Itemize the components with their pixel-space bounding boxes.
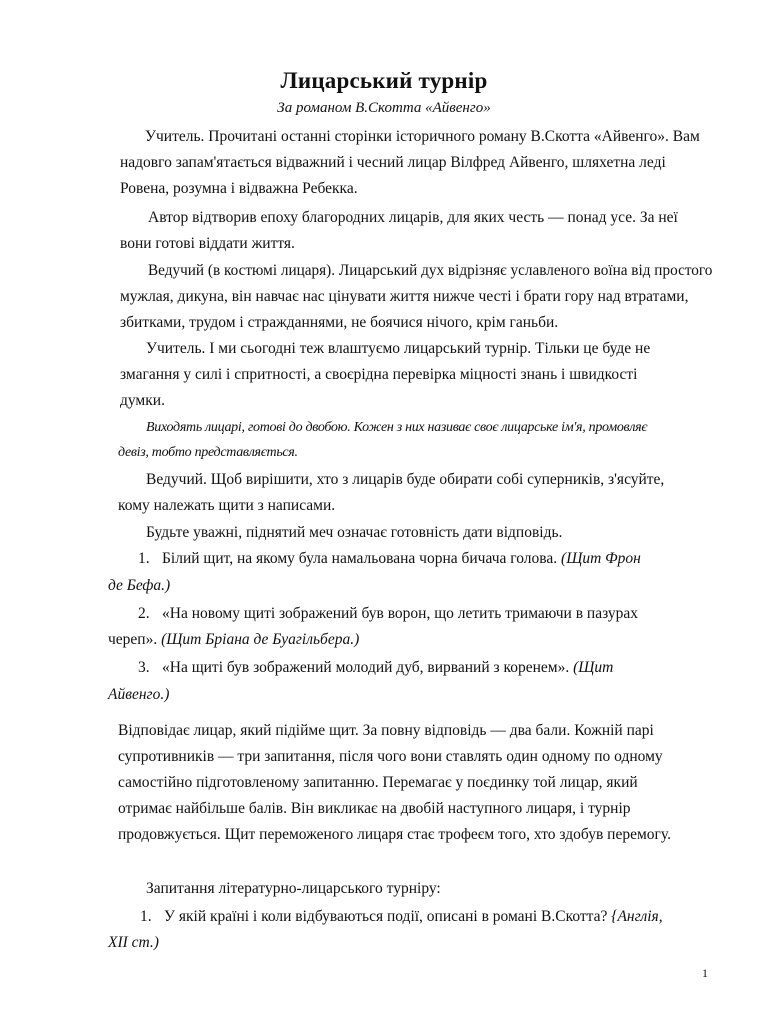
shield-answer-cont: Айвенго.) [108, 686, 170, 703]
shield-text-cont: череп». [108, 631, 162, 648]
question-number: 1. [140, 908, 152, 925]
intro-line-1: Учитель. Прочитані останні сторінки історичного роману В.Скотта «Айвенго». Вам [145, 128, 700, 145]
shield-answer: (Щит [573, 659, 614, 676]
rules-line-3: самостійно підготовленому запитанню. Перемагає у поєдинку той лицар, який [118, 774, 638, 791]
page-subtitle: За романом В.Скотта «Айвенго» [277, 100, 491, 116]
page-number: 1 [702, 966, 708, 980]
stage-line-1: Виходять лицарі, готові до двобою. Кожен з них називає своє лицарське ім'я, промовляє [146, 420, 648, 435]
teacher-line-1: Учитель. І ми сьогодні теж влаштуємо лицарський турнір. Тільки це буде не [146, 340, 651, 357]
host2-line-1: Ведучий. Щоб вирішити, хто з лицарів буде обирати собі суперників, з'ясуйте, [146, 471, 665, 488]
question-text: У якій країні і коли відбуваються події, описані в романі В.Скотта? [164, 908, 612, 925]
question-answer: {Англія, [611, 908, 663, 925]
host-line-2: мужлая, дикуна, він навчає нас цінувати життя нижче честі і брати гору над втратами, [120, 288, 689, 305]
shield-item-1 [138, 546, 641, 572]
rules-line-1: Відповідає лицар, який підійме щит. За повну відповідь — два бали. Кожній парі [118, 722, 654, 739]
rules-line-2: супротивників — три запитання, після чого вони ставлять один одному по одному [118, 748, 663, 765]
author-line-2: вони готові віддати життя. [120, 235, 295, 252]
shield-answer: (Щит Фрон [561, 550, 641, 567]
attention-line: Будьте уважні, піднятий меч означає готовність дати відповідь. [146, 524, 563, 541]
teacher-line-2: змагання у силі і спритності, а своєрідна перевірка міцності знань і швидкості [120, 366, 638, 383]
stage-line-2: девіз, тобто представляється. [118, 445, 298, 460]
questions-heading: Запитання літературно-лицарського турніру: [146, 880, 441, 897]
host-line-1: Ведучий (в костюмі лицаря). Лицарський дух відрізняє уславленого воїна від простого [148, 262, 713, 279]
host2-line-2: кому належать щити з написами. [118, 497, 336, 514]
shield-number: 3. [138, 659, 150, 676]
shield-text: «На новому щиті зображений був ворон, що летить тримаючи в пазурах [162, 605, 639, 622]
rules-line-5: продовжується. Щит переможеного лицаря стає трофеєм того, хто здобув перемогу. [118, 826, 671, 843]
shield-answer: (Щит Бріана де Буагільбера.) [161, 631, 360, 648]
shield-text: Білий щит, на якому була намальована чорна бичача голова. [162, 550, 562, 567]
shield-number: 2. [138, 605, 150, 622]
shield-item-3 [138, 655, 613, 681]
page-title: Лицарський турнір [280, 68, 488, 93]
intro-line-2: надовго запам'ятається відважний і чесний лицар Вілфред Айвенго, шляхетна леді [120, 154, 666, 171]
teacher-line-3: думки. [120, 392, 165, 409]
shield-number: 1. [138, 550, 150, 567]
question-item-1 [140, 904, 663, 930]
host-line-3: збитками, трудом і стражданнями, не боячися нічого, крім ганьби. [120, 314, 559, 331]
shield-text: «На щиті був зображений молодий дуб, вирваний з коренем». [162, 659, 574, 676]
shield-item-2 [138, 601, 638, 627]
rules-line-4: отримає найбільше балів. Він викликає на двобій наступного лицаря, і турнір [118, 800, 631, 817]
shield-answer-cont: де Бефа.) [108, 577, 171, 594]
shield-item-2-cont [108, 627, 359, 653]
intro-line-3: Ровена, розумна і відважна Ребекка. [120, 180, 358, 197]
question-answer-cont: XII ст.) [108, 934, 159, 951]
author-line-1: Автор відтворив епоху благородних лицарів, для яких честь — понад усе. За неї [148, 209, 678, 226]
